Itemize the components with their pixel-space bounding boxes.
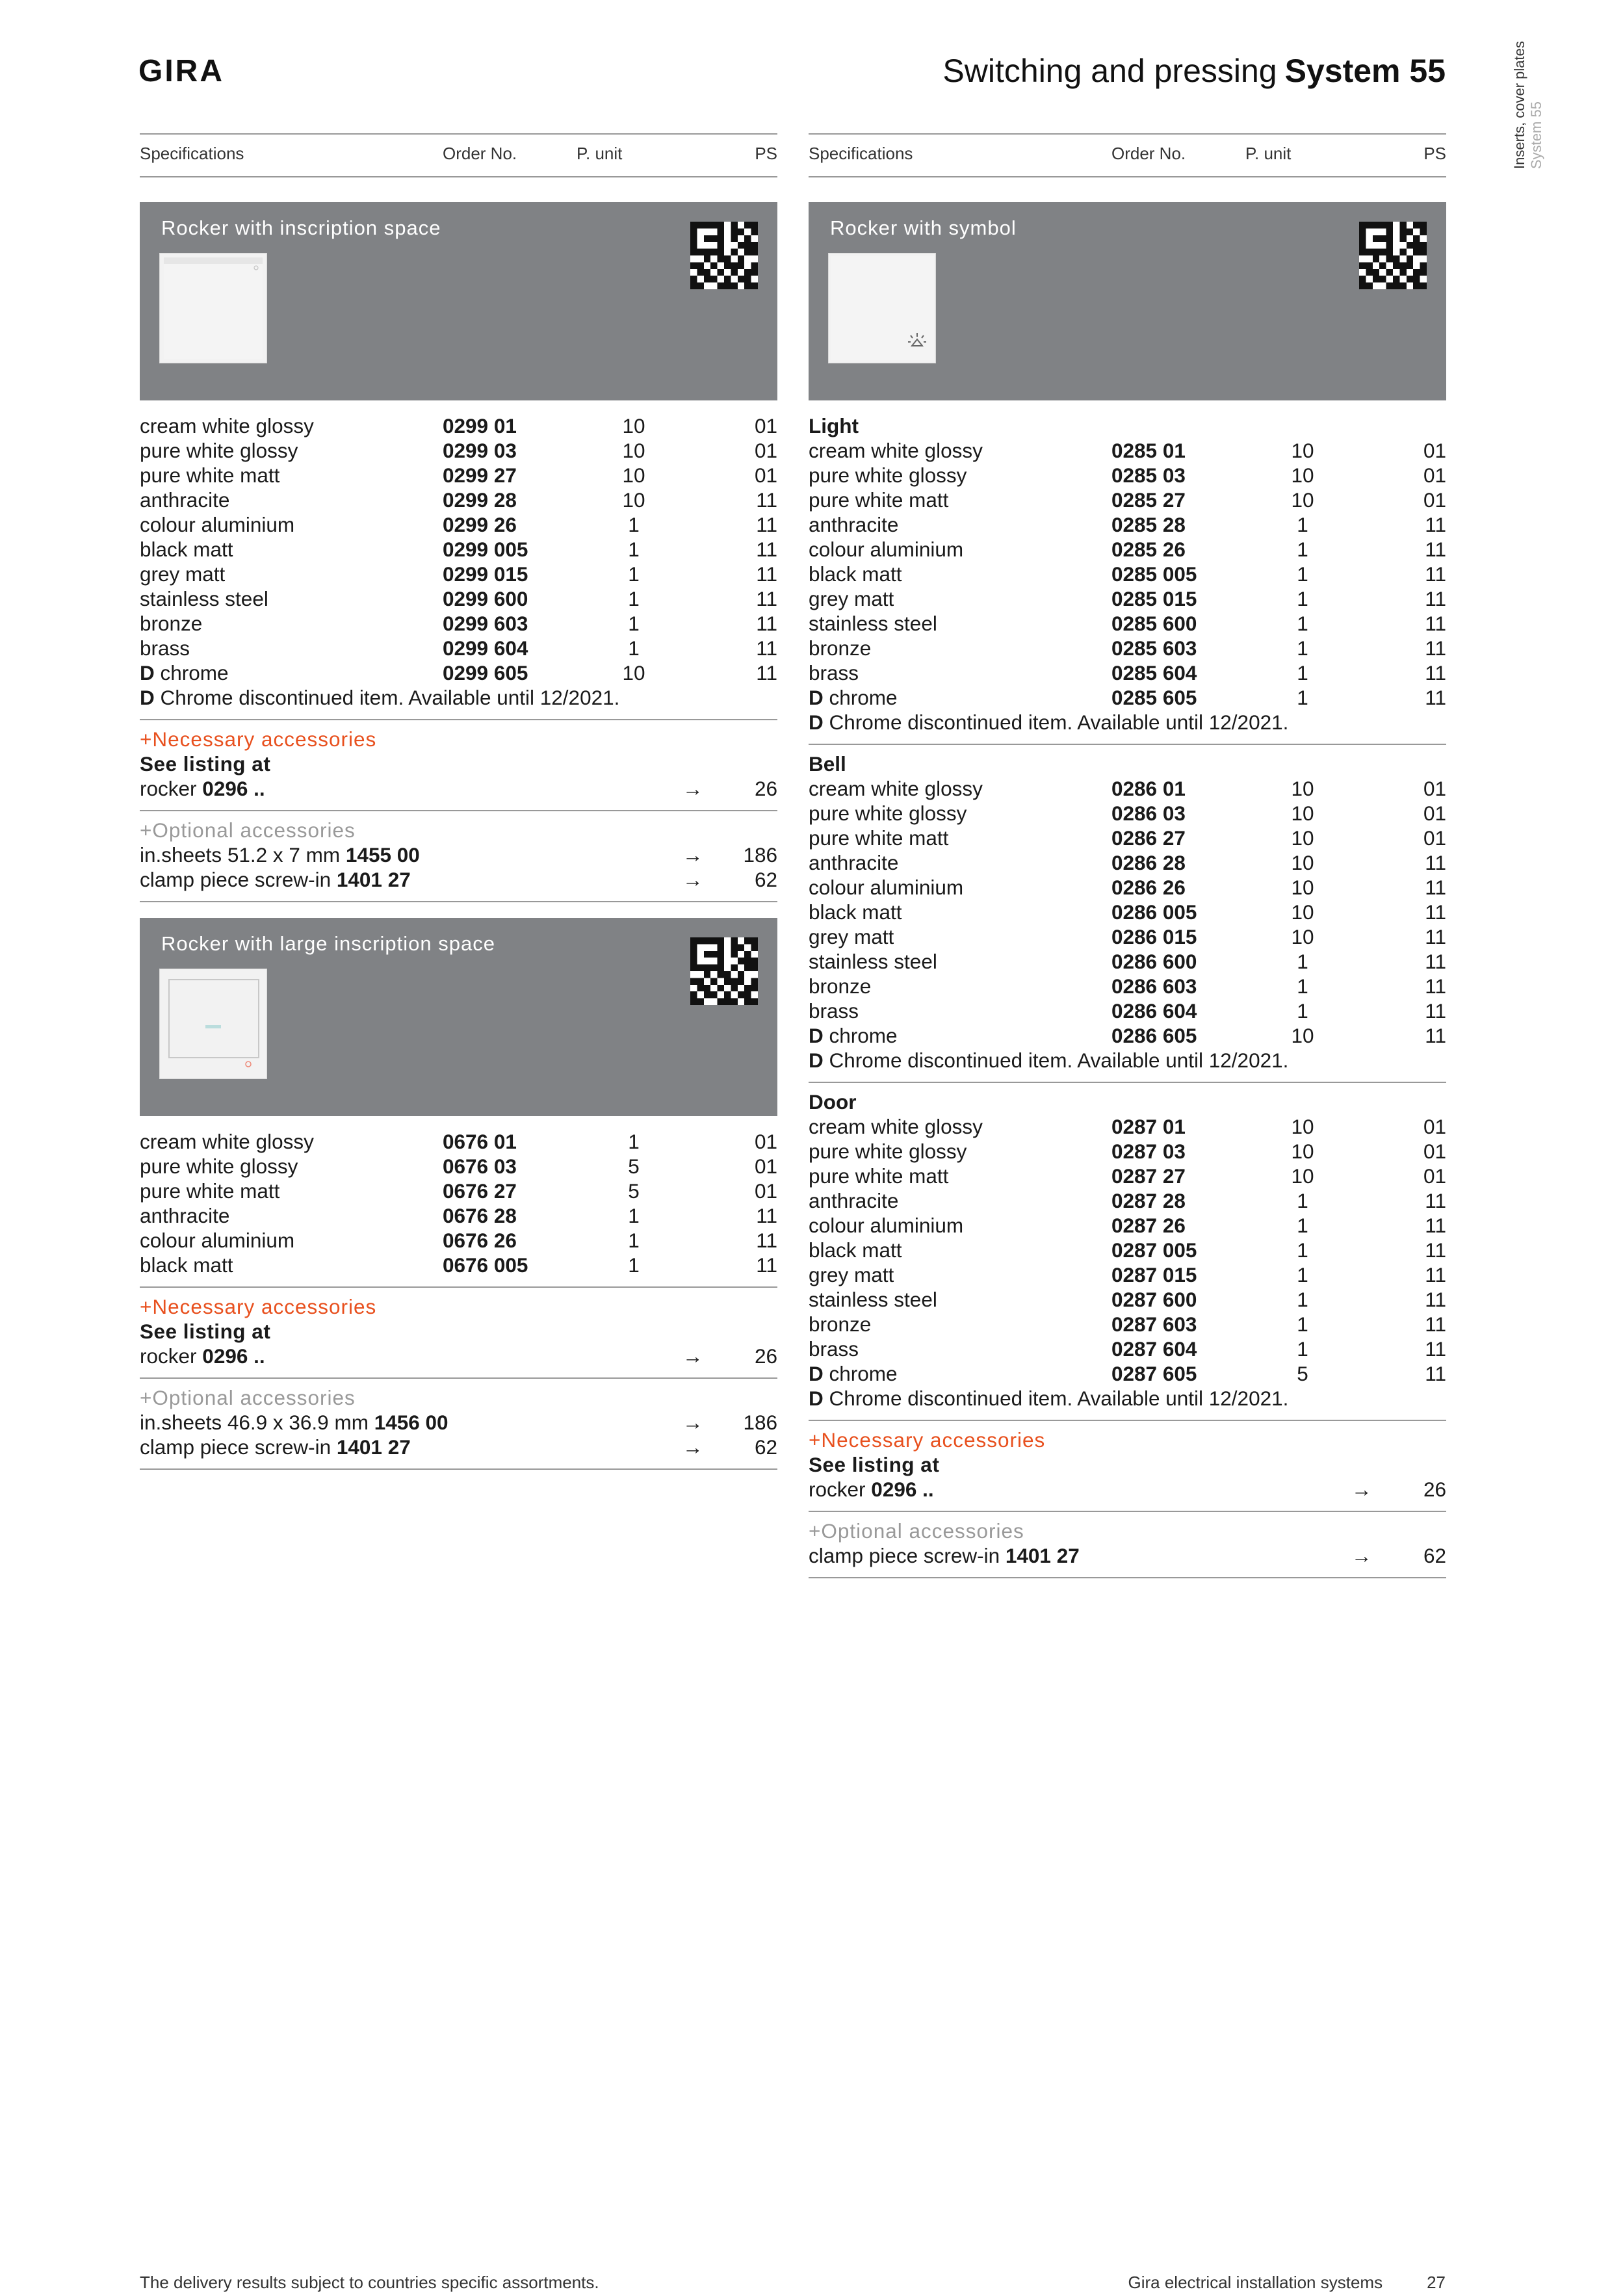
side-tab — [1511, 41, 1545, 169]
product-box-inscription — [140, 202, 777, 400]
product-rows-bell — [809, 751, 1446, 1073]
divider — [809, 1577, 1446, 1578]
header-ps: PS — [755, 144, 777, 163]
right-column — [809, 133, 1446, 1585]
table-row: pure white glossy 0676 03 5 01 — [140, 1155, 777, 1178]
qr-code-icon — [690, 937, 758, 1005]
discontinued-note: D Chrome discontinued item. Available until 12/2021. — [809, 1387, 1289, 1410]
table-row: pure white glossy 0287 03 10 01 — [809, 1140, 1446, 1163]
arrow-icon: → — [682, 1411, 703, 1434]
product-title: Rocker with symbol — [830, 216, 1017, 239]
table-header — [140, 133, 777, 177]
table-row: grey matt 0299 015 1 11 — [140, 562, 777, 586]
header-punit: P. unit — [1245, 144, 1292, 163]
rocker-symbol-image — [829, 254, 937, 364]
table-row: anthracite 0287 28 1 11 — [809, 1189, 1446, 1212]
product-rows-door — [809, 1089, 1446, 1411]
table-row: black matt 0287 005 1 11 — [809, 1238, 1446, 1262]
table-row: bronze 0285 603 1 11 — [809, 636, 1446, 660]
accessory-row[interactable]: rocker 0296 .. → 26 — [140, 777, 777, 800]
group-heading: Light — [809, 414, 859, 437]
divider — [140, 719, 777, 720]
arrow-icon: → — [682, 1435, 703, 1459]
arrow-icon: → — [1351, 1478, 1372, 1501]
product-rows-light — [809, 413, 1446, 735]
header-ps: PS — [1423, 144, 1446, 163]
table-row: stainless steel 0299 600 1 11 — [140, 587, 777, 610]
rocker-inscription-image — [160, 254, 268, 364]
product-box-symbol — [809, 202, 1446, 400]
table-row: brass 0299 604 1 11 — [140, 636, 777, 660]
table-row: D chrome 0286 605 10 11 — [809, 1024, 1446, 1047]
header-order: Order No. — [443, 144, 517, 163]
qr-code-icon — [1359, 222, 1427, 289]
divider — [809, 744, 1446, 745]
product-photo-symbol — [828, 253, 936, 363]
footer-company: Gira electrical installation systems — [1128, 2273, 1383, 2292]
footer-right — [1128, 2273, 1446, 2293]
table-row: anthracite 0299 28 10 11 — [140, 488, 777, 512]
divider — [809, 1420, 1446, 1421]
accessory-row[interactable]: rocker 0296 .. → 26 — [809, 1478, 1446, 1501]
group-heading: Door — [809, 1090, 857, 1114]
table-row: brass 0285 604 1 11 — [809, 661, 1446, 685]
table-row: pure white matt 0676 27 5 01 — [140, 1179, 777, 1203]
table-row: colour aluminium 0676 26 1 11 — [140, 1229, 777, 1252]
table-row: grey matt 0287 015 1 11 — [809, 1263, 1446, 1286]
accessory-row[interactable]: clamp piece screw-in 1401 27 → 62 — [140, 868, 777, 891]
table-row: colour aluminium 0299 26 1 11 — [140, 513, 777, 536]
table-row: pure white matt 0299 27 10 01 — [140, 463, 777, 487]
table-row: stainless steel 0287 600 1 11 — [809, 1288, 1446, 1311]
side-tab-line-1: Inserts, cover plates — [1511, 41, 1527, 169]
divider — [140, 1468, 777, 1470]
product-photo-large-inscription — [159, 969, 267, 1079]
product-rows-inscription — [140, 413, 777, 710]
table-row: stainless steel 0285 600 1 11 — [809, 612, 1446, 635]
rocker-large-inscription-image — [160, 969, 268, 1080]
table-row: pure white glossy 0299 03 10 01 — [140, 439, 777, 462]
optional-accessories-heading: +Optional accessories — [809, 1519, 1024, 1543]
discontinued-note: D Chrome discontinued item. Available until 12/2021. — [809, 711, 1289, 734]
table-row: brass 0287 604 1 11 — [809, 1337, 1446, 1361]
divider — [140, 1286, 777, 1288]
page-title-light: Switching and pressing — [942, 53, 1277, 89]
arrow-icon: → — [682, 777, 703, 800]
table-row: pure white glossy 0286 03 10 01 — [809, 802, 1446, 825]
necessary-accessories-heading: +Necessary accessories — [140, 727, 377, 751]
table-row: cream white glossy 0286 01 10 01 — [809, 777, 1446, 800]
table-row: D chrome 0285 605 1 11 — [809, 686, 1446, 709]
product-title: Rocker with large inscription space — [161, 932, 495, 955]
divider — [140, 810, 777, 811]
table-row: brass 0286 604 1 11 — [809, 999, 1446, 1023]
optional-accessories-heading: +Optional accessories — [140, 1386, 356, 1409]
discontinued-note: D Chrome discontinued item. Available until 12/2021. — [140, 686, 620, 709]
table-row: colour aluminium 0286 26 10 11 — [809, 876, 1446, 899]
table-row: cream white glossy 0287 01 10 01 — [809, 1115, 1446, 1138]
page-number: 27 — [1427, 2273, 1446, 2292]
product-photo-inscription — [159, 253, 267, 363]
header-order: Order No. — [1111, 144, 1186, 163]
brand-logo: GIRA — [138, 54, 224, 88]
table-row: pure white matt 0286 27 10 01 — [809, 826, 1446, 850]
table-row: black matt 0676 005 1 11 — [140, 1253, 777, 1277]
necessary-accessories-heading: +Necessary accessories — [140, 1295, 377, 1318]
discontinued-note: D Chrome discontinued item. Available until 12/2021. — [809, 1049, 1289, 1072]
see-listing-label: See listing at — [809, 1453, 940, 1476]
table-row: anthracite 0286 28 10 11 — [809, 851, 1446, 874]
table-row: bronze 0287 603 1 11 — [809, 1312, 1446, 1336]
divider — [809, 1082, 1446, 1083]
table-row: bronze 0299 603 1 11 — [140, 612, 777, 635]
table-row: black matt 0299 005 1 11 — [140, 538, 777, 561]
arrow-icon: → — [682, 843, 703, 867]
table-row: pure white matt 0287 27 10 01 — [809, 1164, 1446, 1188]
table-row: bronze 0286 603 1 11 — [809, 974, 1446, 998]
divider — [140, 1377, 777, 1379]
table-row: grey matt 0285 015 1 11 — [809, 587, 1446, 610]
footer-note: The delivery results subject to countries specific assortments. — [140, 2273, 599, 2292]
arrow-icon: → — [1351, 1544, 1372, 1567]
accessory-row[interactable]: clamp piece screw-in 1401 27 → 62 — [140, 1435, 777, 1459]
side-tab-line-2: System 55 — [1528, 101, 1544, 169]
header-spec: Specifications — [140, 144, 244, 163]
table-row: stainless steel 0286 600 1 11 — [809, 950, 1446, 973]
table-row: colour aluminium 0285 26 1 11 — [809, 538, 1446, 561]
table-row: grey matt 0286 015 10 11 — [809, 925, 1446, 948]
table-row: cream white glossy 0299 01 10 01 — [140, 414, 777, 437]
see-listing-label: See listing at — [140, 752, 271, 776]
page-title-bold: System 55 — [1284, 53, 1446, 89]
product-title: Rocker with inscription space — [161, 216, 441, 239]
arrow-icon: → — [682, 1344, 703, 1368]
table-row: colour aluminium 0287 26 1 11 — [809, 1214, 1446, 1237]
qr-code-icon — [690, 222, 758, 289]
table-row: black matt 0285 005 1 11 — [809, 562, 1446, 586]
product-rows-large-inscription — [140, 1129, 777, 1277]
page-title — [942, 52, 1446, 90]
header-punit: P. unit — [577, 144, 623, 163]
header-spec: Specifications — [809, 144, 913, 163]
table-row: anthracite 0285 28 1 11 — [809, 513, 1446, 536]
table-row: pure white matt 0285 27 10 01 — [809, 488, 1446, 512]
see-listing-label: See listing at — [140, 1320, 271, 1343]
left-column — [140, 133, 777, 1476]
optional-accessories-heading: +Optional accessories — [140, 818, 356, 842]
table-row: D chrome 0287 605 5 11 — [809, 1362, 1446, 1385]
divider — [140, 901, 777, 902]
necessary-accessories-heading: +Necessary accessories — [809, 1428, 1046, 1452]
table-row: anthracite 0676 28 1 11 — [140, 1204, 777, 1227]
table-row: cream white glossy 0676 01 1 01 — [140, 1130, 777, 1153]
group-heading: Bell — [809, 752, 846, 776]
arrow-icon: → — [682, 868, 703, 891]
table-row: pure white glossy 0285 03 10 01 — [809, 463, 1446, 487]
table-header — [809, 133, 1446, 177]
divider — [809, 1511, 1446, 1512]
accessory-row[interactable]: in.sheets 51.2 x 7 mm 1455 00 → 186 — [140, 843, 777, 867]
table-row: black matt 0286 005 10 11 — [809, 900, 1446, 924]
product-box-large-inscription — [140, 918, 777, 1116]
accessory-row[interactable]: rocker 0296 .. → 26 — [140, 1344, 777, 1368]
table-row: D chrome 0299 605 10 11 — [140, 661, 777, 685]
table-row: cream white glossy 0285 01 10 01 — [809, 439, 1446, 462]
accessory-row[interactable]: in.sheets 46.9 x 36.9 mm 1456 00 → 186 — [140, 1411, 777, 1434]
accessory-row[interactable]: clamp piece screw-in 1401 27 → 62 — [809, 1544, 1446, 1567]
